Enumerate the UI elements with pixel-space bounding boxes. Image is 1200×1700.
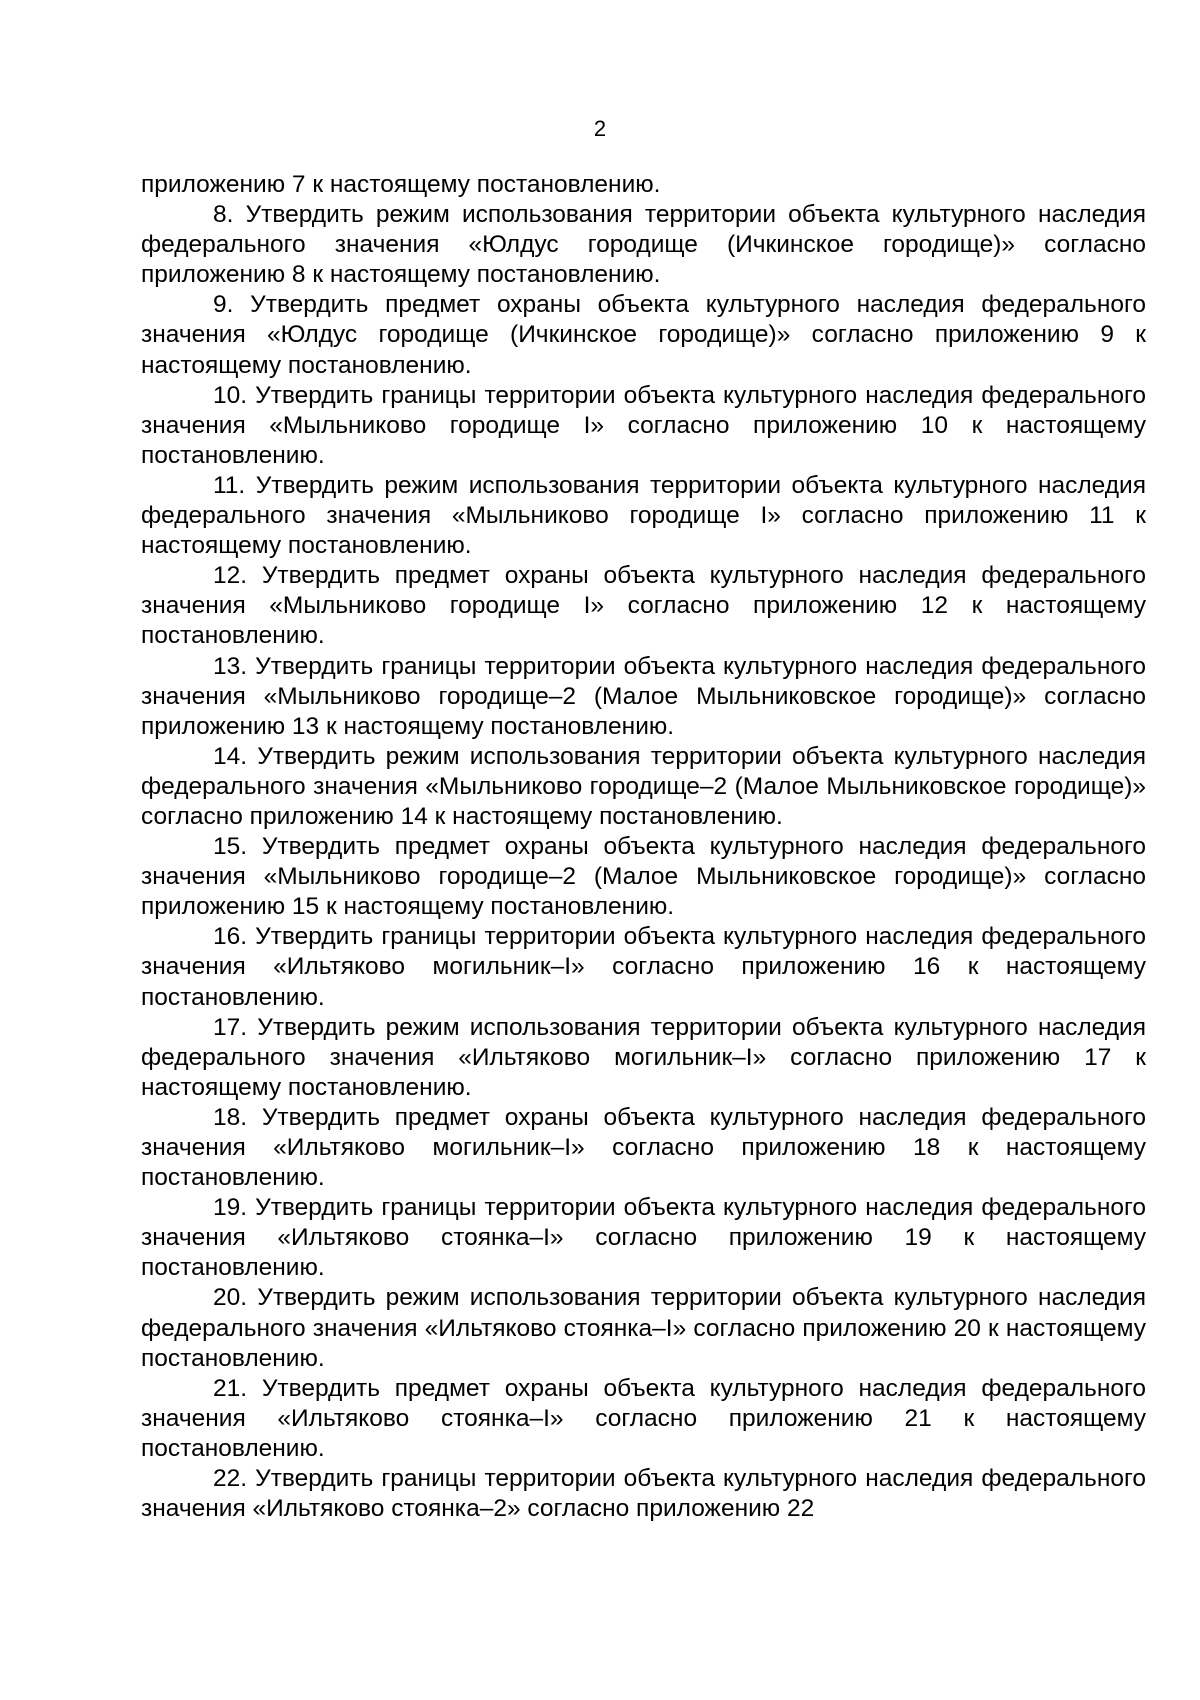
paragraph-item-13: 13. Утвердить границы территории объекта культурного наследия федерального значения «Мыльниково городище–2 (Малое Мыльниковское городище)» согласно приложению 13 к настоящему постановлению. xyxy=(141,652,1146,740)
paragraph-item-15: 15. Утвердить предмет охраны объекта культурного наследия федерального значения «Мыльниково городище–2 (Малое Мыльниковское городище)» согласно приложению 15 к настоящему постановлению. xyxy=(141,833,1146,921)
document-body xyxy=(141,170,1146,1524)
paragraph-item-16: 16. Утвердить границы территории объекта культурного наследия федерального значения «Ильтяково могильник–I» согласно приложению 16 к настоящему постановлению. xyxy=(141,923,1146,1011)
page-number: 2 xyxy=(593,116,607,141)
paragraph-item-11: 11. Утвердить режим использования территории объекта культурного наследия федерального значения «Мыльниково городище I» согласно приложению 11 к настоящему постановлению. xyxy=(141,471,1146,560)
paragraph-item-9: 9. Утвердить предмет охраны объекта культурного наследия федерального значения «Юлдус городище (Ичкинское городище)» согласно приложению 9 к настоящему постановлению. xyxy=(141,291,1146,379)
paragraph-item-20: 20. Утвердить режим использования территории объекта культурного наследия федерального значения «Ильтяково стоянка–I» согласно приложению 20 к настоящему постановлению. xyxy=(141,1284,1146,1372)
paragraph-item-19: 19. Утвердить границы территории объекта культурного наследия федерального значения «Ильтяково стоянка–I» согласно приложению 19 к настоящему постановлению. xyxy=(141,1194,1146,1282)
paragraph-item-21: 21. Утвердить предмет охраны объекта культурного наследия федерального значения «Ильтяково стоянка–I» согласно приложению 21 к настоящему постановлению. xyxy=(141,1374,1146,1462)
paragraph-item-12: 12. Утвердить предмет охраны объекта культурного наследия федерального значения «Мыльниково городище I» согласно приложению 12 к настоящему постановлению. xyxy=(141,562,1146,650)
paragraph-item-14: 14. Утвердить режим использования территории объекта культурного наследия федерального значения «Мыльниково городище–2 (Малое Мыльниковское городище)» согласно приложению 14 к настоящему постановлению. xyxy=(141,742,1146,830)
paragraph-continuation: приложению 7 к настоящему постановлению. xyxy=(141,171,661,198)
paragraph-item-22: 22. Утвердить границы территории объекта культурного наследия федерального значения «Ильтяково стоянка–2» согласно приложению 22 xyxy=(141,1465,1146,1523)
paragraph-item-18: 18. Утвердить предмет охраны объекта культурного наследия федерального значения «Ильтяково могильник–I» согласно приложению 18 к настоящему постановлению. xyxy=(141,1103,1146,1192)
paragraph-item-10: 10. Утвердить границы территории объекта культурного наследия федерального значения «Мыльниково городище I» согласно приложению 10 к настоящему постановлению. xyxy=(141,381,1146,469)
paragraph-item-17: 17. Утвердить режим использования территории объекта культурного наследия федерального значения «Ильтяково могильник–I» согласно приложению 17 к настоящему постановлению. xyxy=(141,1013,1146,1101)
paragraph-item-8: 8. Утвердить режим использования территории объекта культурного наследия федерального значения «Юлдус городище (Ичкинское городище)» согласно приложению 8 к настоящему постановлению. xyxy=(141,201,1146,289)
